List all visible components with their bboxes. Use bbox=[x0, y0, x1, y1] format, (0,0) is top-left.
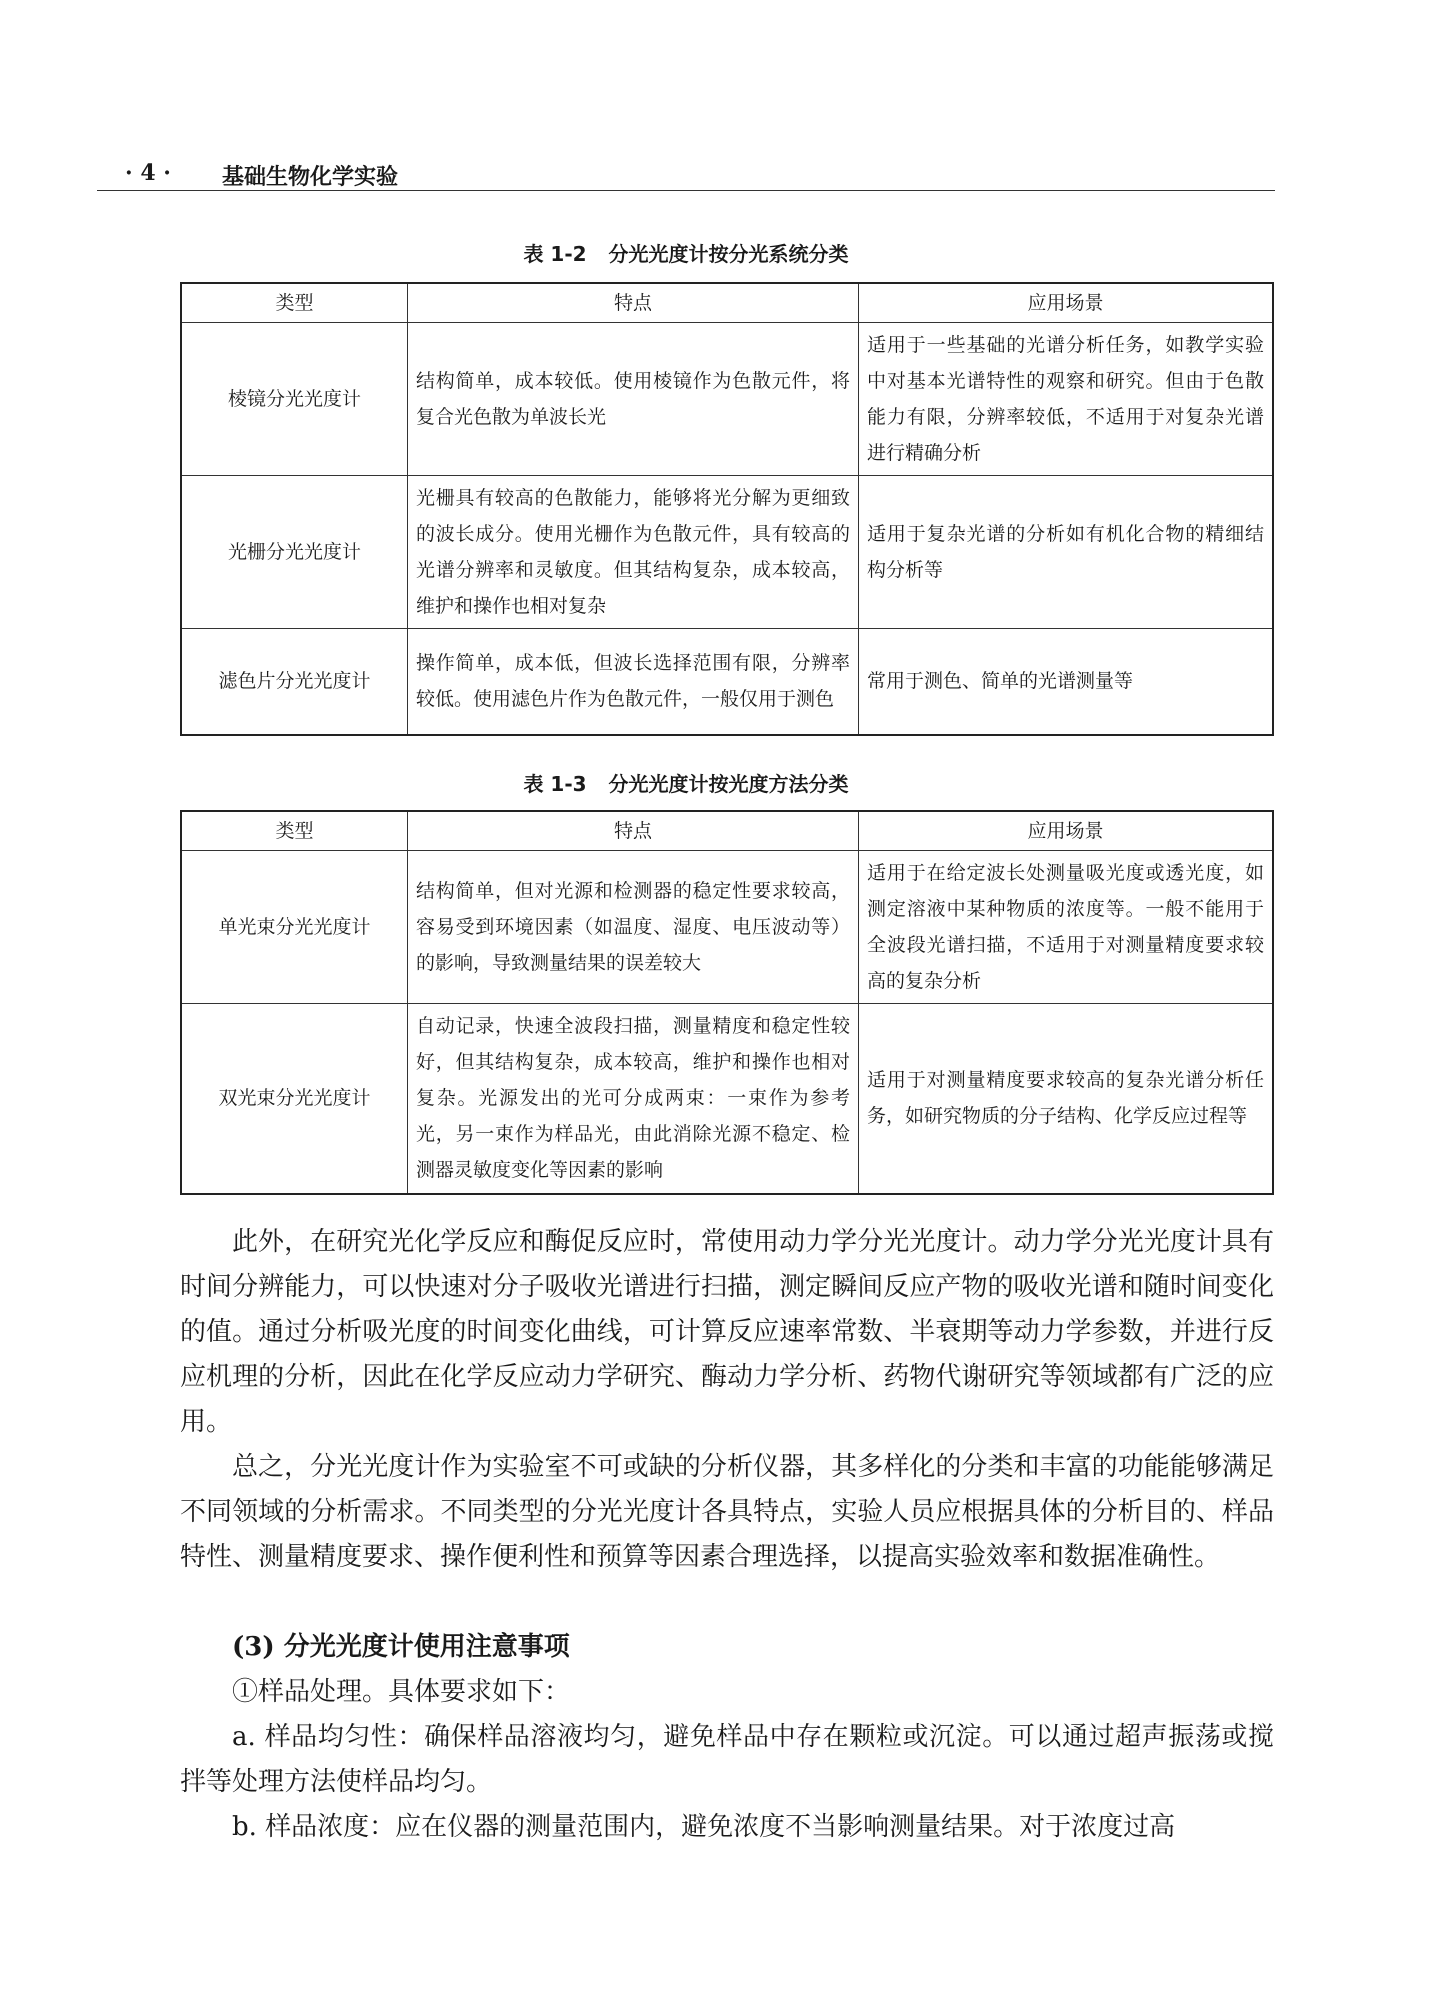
table-row bbox=[181, 476, 1273, 629]
column-header: 特点 bbox=[408, 283, 859, 323]
column-header: 应用场景 bbox=[859, 283, 1274, 323]
table-row bbox=[181, 1004, 1273, 1194]
book-title: 基础生物化学实验 bbox=[222, 165, 399, 190]
table-number: 表 1-3 bbox=[523, 772, 587, 796]
paragraph-uniformity: a. 样品均匀性：确保样品溶液均匀，避免样品中存在颗粒或沉淀。可以通过超声振荡或搅拌等处理方法使样品均匀。 bbox=[180, 1722, 1274, 1797]
table-row bbox=[181, 629, 1273, 735]
type-cell: 棱镜分光光度计 bbox=[181, 323, 408, 476]
column-header: 类型 bbox=[181, 283, 408, 323]
type-cell: 光栅分光光度计 bbox=[181, 476, 408, 629]
table-header-row bbox=[181, 811, 1273, 851]
application-cell: 常用于测色、简单的光谱测量等 bbox=[859, 629, 1274, 735]
page-number: · 4 · bbox=[125, 160, 171, 186]
feature-cell: 光栅具有较高的色散能力，能够将光分解为更细致的波长成分。使用光栅作为色散元件，具有较高的光谱分辨率和灵敏度。但其结构复杂，成本较高，维护和操作也相对复杂 bbox=[408, 476, 859, 629]
column-header: 类型 bbox=[181, 811, 408, 851]
table-row bbox=[181, 323, 1273, 476]
table-1-3-caption bbox=[97, 768, 1275, 797]
type-cell: 滤色片分光光度计 bbox=[181, 629, 408, 735]
application-cell: 适用于在给定波长处测量吸光度或透光度，如测定溶液中某种物质的浓度等。一般不能用于全波段光谱扫描，不适用于对测量精度要求较高的复杂分析 bbox=[859, 851, 1274, 1004]
table-header-row bbox=[181, 283, 1273, 323]
running-header bbox=[97, 160, 1275, 191]
application-cell: 适用于对测量精度要求较高的复杂光谱分析任务，如研究物质的分子结构、化学反应过程等 bbox=[859, 1004, 1274, 1194]
feature-cell: 结构简单，成本较低。使用棱镜作为色散元件，将复合光色散为单波长光 bbox=[408, 323, 859, 476]
application-cell: 适用于一些基础的光谱分析任务，如教学实验中对基本光谱特性的观察和研究。但由于色散能力有限，分辨率较低，不适用于对复杂光谱进行精确分析 bbox=[859, 323, 1274, 476]
paragraph-concentration: b. 样品浓度：应在仪器的测量范围内，避免浓度不当影响测量结果。对于浓度过高 bbox=[232, 1812, 1176, 1842]
paragraph-summary: 总之，分光光度计作为实验室不可或缺的分析仪器，其多样化的分类和丰富的功能能够满足不同领域的分析需求。不同类型的分光光度计各具特点，实验人员应根据具体的分析目的、样品特性、测量精度要求、操作便利性和预算等因素合理选择，以提高实验效率和数据准确性。 bbox=[180, 1452, 1274, 1572]
table-title: 分光光度计按光度方法分类 bbox=[608, 772, 849, 796]
feature-cell: 自动记录，快速全波段扫描，测量精度和稳定性较好，但其结构复杂，成本较高，维护和操作也相对复杂。光源发出的光可分成两束：一束作为参考光，另一束作为样品光，由此消除光源不稳定、检测器灵敏度变化等因素的影响 bbox=[408, 1004, 859, 1194]
column-header: 应用场景 bbox=[859, 811, 1274, 851]
paragraph-sample-processing: ①样品处理。具体要求如下： bbox=[232, 1677, 571, 1707]
table-1-3 bbox=[180, 810, 1274, 1195]
feature-cell: 操作简单，成本低，但波长选择范围有限，分辨率较低。使用滤色片作为色散元件，一般仅用于测色 bbox=[408, 629, 859, 735]
type-cell: 单光束分光光度计 bbox=[181, 851, 408, 1004]
section-subheading: (3) 分光光度计使用注意事项 bbox=[232, 1632, 570, 1662]
type-cell: 双光束分光光度计 bbox=[181, 1004, 408, 1194]
application-cell: 适用于复杂光谱的分析如有机化合物的精细结构分析等 bbox=[859, 476, 1274, 629]
table-title: 分光光度计按分光系统分类 bbox=[608, 242, 849, 266]
feature-cell: 结构简单，但对光源和检测器的稳定性要求较高，容易受到环境因素（如温度、湿度、电压波动等）的影响，导致测量结果的误差较大 bbox=[408, 851, 859, 1004]
table-row bbox=[181, 851, 1273, 1004]
paragraph-kinetics: 此外，在研究光化学反应和酶促反应时，常使用动力学分光光度计。动力学分光光度计具有时间分辨能力，可以快速对分子吸收光谱进行扫描，测定瞬间反应产物的吸收光谱和随时间变化的值。通过分析吸光度的时间变化曲线，可计算反应速率常数、半衰期等动力学参数，并进行反应机理的分析，因此在化学反应动力学研究、酶动力学分析、药物代谢研究等领域都有广泛的应用。 bbox=[180, 1227, 1274, 1437]
table-1-2 bbox=[180, 282, 1274, 736]
column-header: 特点 bbox=[408, 811, 859, 851]
table-1-2-caption bbox=[97, 238, 1275, 267]
table-number: 表 1-2 bbox=[523, 242, 587, 266]
